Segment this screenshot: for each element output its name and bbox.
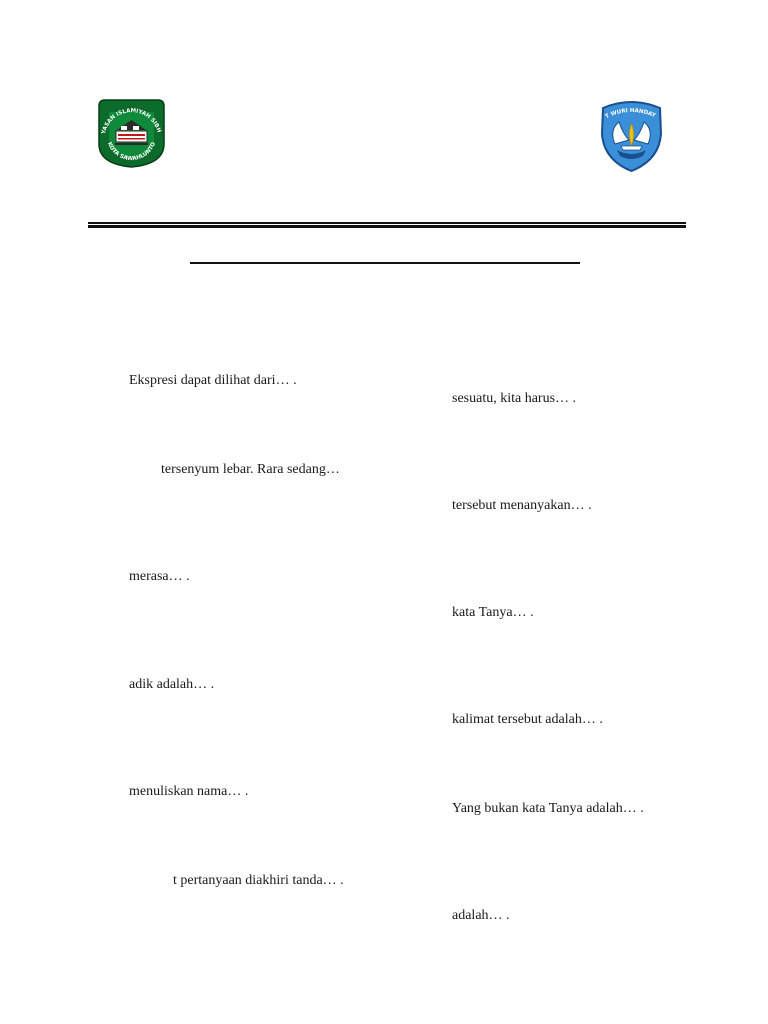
question-left-4: adik adalah… . bbox=[129, 677, 215, 692]
tut-wuri-handayani-logo bbox=[593, 94, 670, 174]
svg-text:TUT WURI HANDAYANI: T WURI HANDAY bbox=[604, 107, 656, 121]
question-right-2: tersebut menanyakan… . bbox=[452, 498, 592, 513]
question-right-5: Yang bukan kata Tanya adalah… . bbox=[452, 801, 644, 816]
question-left-6: t pertanyaan diakhiri tanda… . bbox=[173, 873, 344, 888]
school-emblem-icon bbox=[93, 96, 170, 169]
question-right-1: sesuatu, kita harus… . bbox=[452, 391, 577, 406]
question-right-3: kata Tanya… . bbox=[452, 605, 534, 620]
question-left-1: Ekspresi dapat dilihat dari… . bbox=[129, 373, 297, 388]
header-divider bbox=[88, 222, 686, 228]
question-left-3: merasa… . bbox=[129, 569, 190, 584]
question-left-5: menuliskan nama… . bbox=[129, 784, 249, 799]
svg-text:YAYASAN ISLAMIYAH SIBHAD: YASAN ISLAMIYAH SIBH bbox=[101, 108, 162, 135]
title-underline bbox=[190, 262, 580, 264]
question-right-6: adalah… . bbox=[452, 908, 510, 923]
tut-wuri-handayani-icon bbox=[593, 94, 670, 174]
school-logo bbox=[93, 96, 170, 169]
svg-text:KOTA SAWAHLUNTO: KOTA SAWAHLUNTO bbox=[105, 141, 158, 163]
question-left-2: tersenyum lebar. Rara sedang… bbox=[161, 462, 340, 477]
question-right-4: kalimat tersebut adalah… . bbox=[452, 712, 603, 727]
